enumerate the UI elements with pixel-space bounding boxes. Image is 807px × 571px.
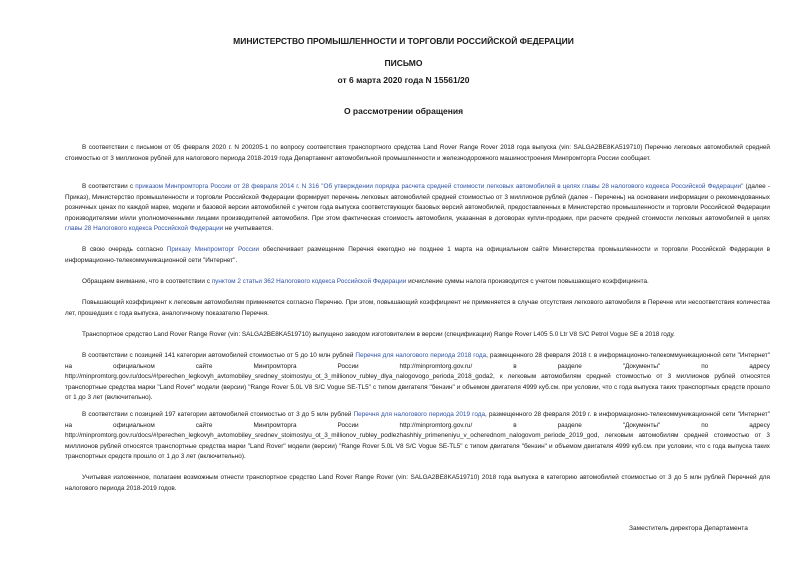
list-2019-link[interactable]: Перечня для налогового периода 2019 года bbox=[353, 411, 486, 418]
signature-title: Заместитель директора Департамента bbox=[629, 525, 748, 532]
tax-code-chapter-28-link[interactable]: главы 28 Налогового кодекса Российской Федерации bbox=[65, 225, 224, 233]
paragraph-2-text-b: (далее - Приказ), Министерство промышленности и торговли Российской Федерации формирует перечень легковых автомобилей средней стоимостью от 3 миллионов рублей (далее - Перечень) на основании информации о рекомендованных розничных ценах по каждой марке, модели и базовой версии автомобилей с учетом года выпуска соответствующих базовых версий автомобилей, предоставленных в Министерство промышленности и торговли Российской Федерации производителями и/или уполномоченными лицами производителей автомобиля. При этом фактическая стоимость автомобиля, указанная в договорах купли-продажи, при расчете средней стоимости легковых автомобилей в целях bbox=[65, 183, 770, 222]
paragraph-2 bbox=[65, 182, 770, 235]
order-316-link[interactable]: приказом Минпромторга России от 28 февраля 2014 г. N 316 "Об утверждении порядка расчета средней стоимости легковых автомобилей в целях главы 28 налогового кодекса Российской Федерации" bbox=[135, 183, 744, 190]
paragraph-4-text-b: исчисление суммы налога производится с учетом повышающего коэффициента. bbox=[406, 278, 649, 285]
list-2018-link[interactable]: Перечня для налогового периода 2018 года bbox=[355, 352, 487, 359]
document-subject: О рассмотрении обращения bbox=[343, 106, 464, 116]
paragraph-6: Транспортное средство Land Rover Range Rover (vin: SALGA2BE8KA519710) выпущено заводом изготовителем в версии (спецификации) Range Rover L405 5.0 Ltr V8 S/C Petrol Vogue SE в 2018 году. bbox=[82, 331, 675, 338]
paragraph-9: Учитывая изложенное, полагаем возможным отнести транспортное средство Land Rover Range Rover (vin: SALGA2BE8KA519710) 2018 года выпуска в категорию автомобилей стоимостью от 3 до 5 млн рублей Перечней для налогового периода 2018-2019 годов. bbox=[65, 474, 770, 492]
paragraph-8-text-a: В соответствии с позицией 197 категории автомобилей стоимостью от 3 до 5 млн рублей bbox=[82, 411, 354, 418]
paragraph-1: В соответствии с письмом от 05 февраля 2020 г. N 200205-1 по вопросу соответствия транспортного средства Land Rover Range Rover 2018 года выпуска (vin: SALGA2BE8KA519710) Перечню легковых автомобилей средней стоимостью от 3 миллионов рублей для налогового периода 2018-2019 года Департамент автомобильной промышленности и железнодорожного машиностроения Минпромторга России сообщает. bbox=[65, 144, 770, 162]
paragraph-5: Повышающий коэффициент к легковым автомобилям применяется согласно Перечню. При этом, повышающий коэффициент не применяется в случае отсутствия легкового автомобиля в Перечне или несоответствия количества лет, прошедших с года выпуска, аналогичному показателю Перечня. bbox=[65, 299, 770, 317]
paragraph-3 bbox=[65, 245, 770, 266]
paragraph-8 bbox=[65, 410, 770, 463]
paragraph-7 bbox=[65, 351, 770, 404]
paragraph-7-text-a: В соответствии с позицией 141 категории автомобилей стоимостью от 5 до 10 млн рублей bbox=[82, 352, 356, 359]
document-date: от 6 марта 2020 года N 15561/20 bbox=[337, 75, 470, 85]
paragraph-3-text-a: В свою очередь согласно bbox=[82, 246, 167, 253]
paragraph-8-text-b: , размещенного 28 февраля 2019 г. в информационно-телекоммуникационной сети "Интернет" на официальном сайте Минпромторга России http://minpromtorg.gov.ru/ в разделе "Документы" по адресу http://minpromtorg.gov.ru/docs/#!perechen_legkovyh_avtomobiley_srednev_stoimostyu_ot_3_millionov_rubley_podlezhashhiy_primeneniyu_v_ocherednom_nalogovom_periode_2019_god, легковым автомобилям средней стоимостью от 3 миллионов рублей относятся транспортные средства марки "Land Rover" модели (версии) "Range Rover 5.0L V8 S/C Vogue SE-TL5" с типом двигателя "бензин" и объемом двигателя 4999 куб.см. при условии, что с года выпуска таких транспортных средств прошло от 1 до 3 лет (включительно). bbox=[65, 411, 770, 461]
ministry-heading: МИНИСТЕРСТВО ПРОМЫШЛЕННОСТИ И ТОРГОВЛИ РОССИЙСКОЙ ФЕДЕРАЦИИ bbox=[233, 36, 574, 46]
tax-code-article-362-link[interactable]: пунктом 2 статьи 362 Налогового кодекса Российской Федерации bbox=[211, 278, 407, 285]
order-minpromtorg-link[interactable]: Приказу Минпромторг России bbox=[166, 246, 260, 253]
paragraph-7-text-b: , размещенного 28 февраля 2018 г. в информационно-телекоммуникационной сети "Интернет" на официальном сайте Минпромторга России http://minpromtorg.gov.ru/ в разделе "Документы" по адресу http://minpromtorg.gov.ru/docs/#!perechen_legkovyh_avtomobiley_sredney_stoimostyu_ot_3_millionov_rubley_dlya_nalogovogo_perioda_2018_goda2, к легковым автомобилям средней стоимостью от 3 миллионов рублей относятся транспортные средства марки "Land Rover" модели (версии) "Range Rover 5.0L V8 S/C Vogue SE-TL5" с типом двигателя "бензин" и объемом двигателя 4999 куб.см. при условии, что с года выпуска таких транспортных средств прошло от 1 до 3 лет (включительно). bbox=[65, 352, 771, 402]
paragraph-3-text-b: обеспечивает размещение Перечня ежегодно не позднее 1 марта на официальном сайте Министерства промышленности и торговли Российской Федерации в информационно-телекоммуникационной сети "Интернет". bbox=[65, 246, 770, 264]
paragraph-4-text-a: Обращаем внимание, что в соответствии с bbox=[82, 278, 212, 285]
paragraph-4 bbox=[65, 277, 770, 288]
document-type: ПИСЬМО bbox=[384, 58, 423, 68]
paragraph-2-text-c: не учитывается. bbox=[223, 225, 274, 233]
paragraph-2-text-a: В соответствии с bbox=[82, 183, 136, 190]
